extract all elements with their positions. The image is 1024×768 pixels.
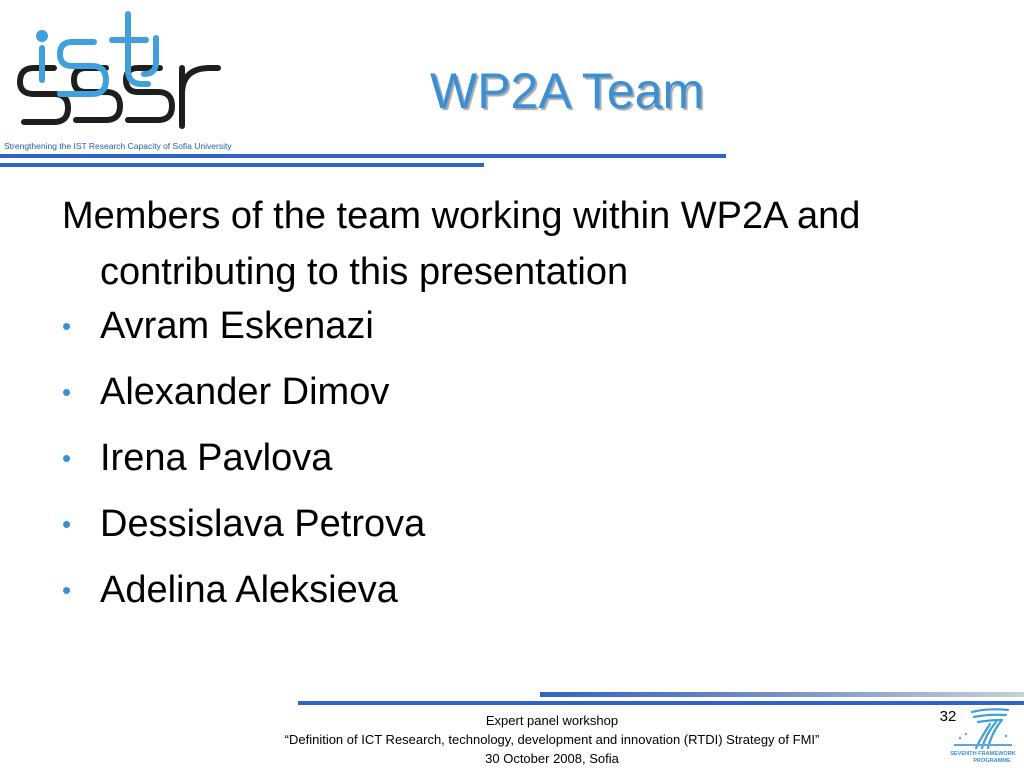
member-name: Irena Pavlova — [100, 437, 333, 479]
list-item — [62, 304, 962, 348]
page-number: 32 — [939, 708, 957, 725]
list-item — [62, 436, 962, 480]
footer-event: Expert panel workshop — [485, 713, 619, 728]
bullet-icon: • — [62, 311, 72, 341]
bullet-icon: • — [62, 443, 72, 473]
member-list — [62, 304, 962, 612]
logo-tagline: Strengthening the IST Research Capacity of Sofia University — [4, 141, 232, 151]
istsr-logo — [14, 10, 226, 135]
footer-date: 30 October 2008, Sofia — [485, 751, 619, 766]
header-divider — [0, 154, 726, 158]
member-name: Adelina Aleksieva — [100, 569, 398, 611]
bullet-icon: • — [62, 377, 72, 407]
slide-title: WP2A Team — [430, 63, 705, 119]
fp7-logo — [948, 706, 1018, 766]
list-item — [62, 370, 962, 414]
list-item — [62, 568, 962, 612]
fp7-logo-line1: SEVENTH FRAMEWORK — [950, 751, 1016, 757]
intro-text: Members of the team working within WP2A and contributing to this presentation — [62, 195, 861, 293]
footer-divider — [298, 701, 1024, 705]
member-name: Avram Eskenazi — [100, 305, 374, 347]
footer-workshop-title: “Definition of ICT Research, technology, development and innovation (RTDI) Strategy of FMI” — [284, 732, 820, 747]
bullet-icon: • — [62, 509, 72, 539]
slide-body — [62, 188, 962, 634]
bullet-icon: • — [62, 575, 72, 605]
footer-divider-gradient — [540, 692, 1024, 697]
member-name: Dessislava Petrova — [100, 503, 426, 545]
fp7-logo-line2: PROGRAMME — [973, 758, 1011, 764]
footer — [202, 711, 902, 768]
list-item — [62, 502, 962, 546]
member-name: Alexander Dimov — [100, 371, 390, 413]
header-divider-short — [0, 163, 484, 167]
